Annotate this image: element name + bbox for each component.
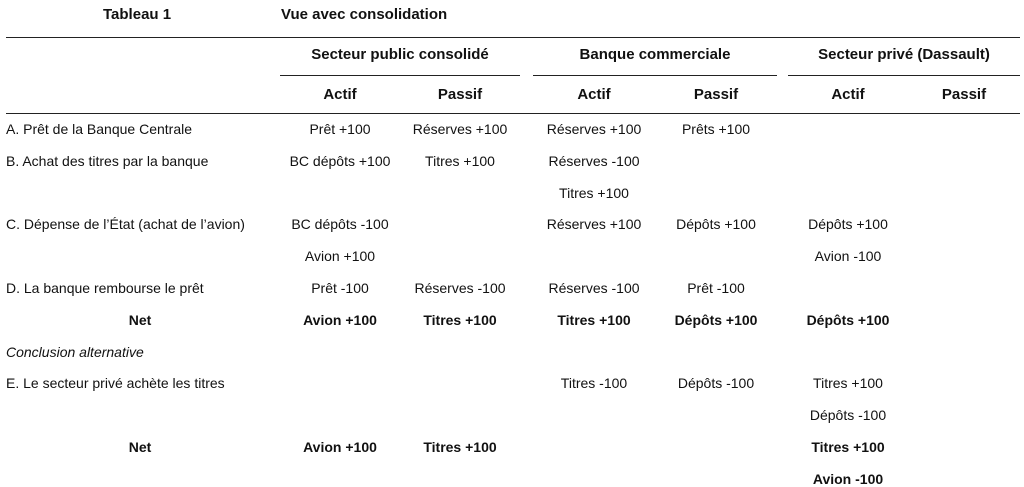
- row-label: B. Achat des titres par la banque: [6, 153, 209, 169]
- net-label: Net: [128, 439, 152, 455]
- section-label: Conclusion alternative: [6, 344, 144, 360]
- group-rule-bank: [533, 75, 777, 76]
- table-cell: BC dépôts -100: [291, 216, 389, 232]
- group-header-private: Secteur privé (Dassault): [818, 46, 990, 63]
- subheader-actif-3: Actif: [831, 86, 865, 103]
- row-label: C. Dépense de l’État (achat de l’avion): [6, 216, 245, 232]
- table-cell: Titres +100: [811, 439, 885, 455]
- table-cell: Titres -100: [560, 375, 628, 391]
- table-cell: Titres +100: [425, 153, 495, 169]
- table-cell: Dépôts -100: [809, 407, 887, 423]
- table-cell: Prêt -100: [687, 280, 745, 296]
- table-cell: Réserves -100: [548, 153, 640, 169]
- subheader-passif-3: Passif: [941, 86, 987, 103]
- table-cell: Réserves +100: [546, 121, 642, 137]
- table-cell: Avion +100: [304, 248, 376, 264]
- table-cell: Dépôts +100: [806, 312, 890, 328]
- table-cell: Réserves -100: [548, 280, 640, 296]
- table-cell: Titres +100: [423, 312, 497, 328]
- table-label: Tableau 1: [103, 6, 172, 23]
- group-header-bank: Banque commerciale: [579, 46, 731, 63]
- table-cell: Réserves +100: [546, 216, 642, 232]
- row-label: D. La banque rembourse le prêt: [6, 280, 204, 296]
- subheader-passif-2: Passif: [693, 86, 739, 103]
- table-cell: Titres +100: [559, 185, 629, 201]
- table-cell: Avion +100: [303, 312, 377, 328]
- net-label: Net: [128, 312, 152, 328]
- table-cell: Dépôts +100: [676, 216, 756, 232]
- table-cell: Avion -100: [812, 471, 884, 487]
- table-cell: Dépôts +100: [674, 312, 758, 328]
- table-cell: Avion -100: [814, 248, 882, 264]
- subheader-passif-1: Passif: [437, 86, 483, 103]
- table-cell: Titres +100: [423, 439, 497, 455]
- subheader-actif-1: Actif: [323, 86, 357, 103]
- table-cell: Prêt +100: [309, 121, 371, 137]
- top-rule: [6, 37, 1020, 38]
- subheader-actif-2: Actif: [577, 86, 611, 103]
- table-cell: Dépôts +100: [808, 216, 888, 232]
- view-label: Vue avec consolidation: [281, 6, 448, 23]
- table-cell: Prêt -100: [311, 280, 369, 296]
- table-cell: Dépôts -100: [677, 375, 755, 391]
- table-cell: Réserves +100: [412, 121, 508, 137]
- header-rule: [6, 113, 1020, 114]
- table-cell: Avion +100: [303, 439, 377, 455]
- row-label: A. Prêt de la Banque Centrale: [6, 121, 193, 137]
- table-cell: BC dépôts +100: [289, 153, 391, 169]
- table-cell: Titres +100: [813, 375, 883, 391]
- table-cell: Titres +100: [557, 312, 631, 328]
- table-cell: Réserves -100: [414, 280, 506, 296]
- row-label: E. Le secteur privé achète les titres: [6, 375, 225, 391]
- table-cell: Prêts +100: [681, 121, 751, 137]
- group-header-public: Secteur public consolidé: [311, 46, 489, 63]
- group-rule-public: [280, 75, 520, 76]
- group-rule-private: [788, 75, 1020, 76]
